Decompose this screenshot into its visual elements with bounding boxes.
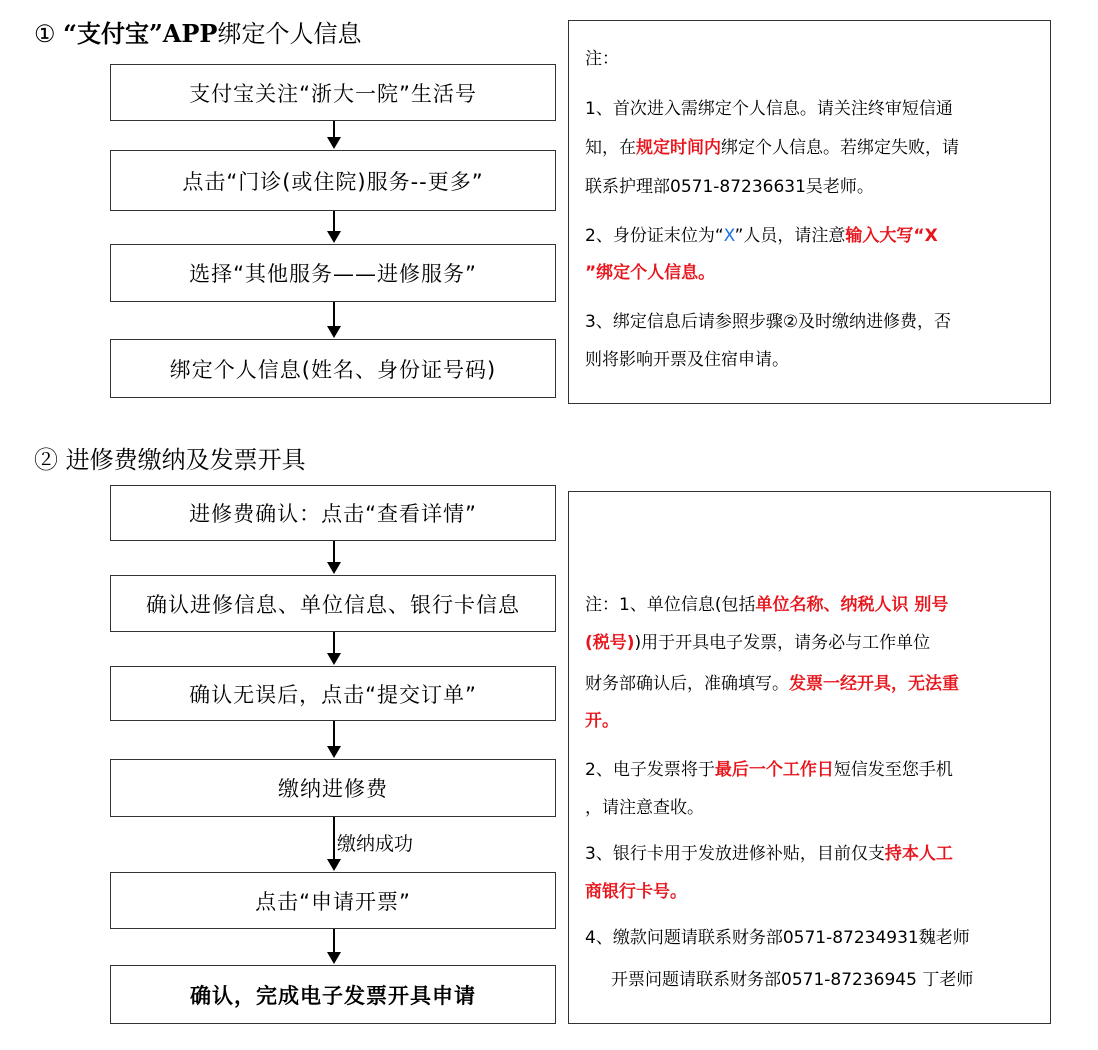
s1-arrow-3 — [333, 302, 335, 336]
s2-arrow-label: 缴纳成功 — [337, 833, 414, 855]
section2-number: ② — [34, 446, 58, 474]
s2-note-l1b: 单位名称、纳税人识 别号 — [755, 595, 949, 615]
s2-step-1: 进修费确认：点击“查看详情” — [110, 485, 556, 541]
section2-title — [34, 440, 306, 475]
s2-step-5: 点击“申请开票” — [110, 872, 556, 929]
s1-note-line-1: 1、首次进入需绑定个人信息。请关注终审短信通 — [585, 99, 953, 119]
s2-note-l7a: 3、银行卡用于发放进修补贴，目前仅支 — [585, 844, 885, 864]
s1-note-l4b: X — [723, 226, 735, 246]
s1-note-l4c: ”人员，请注意 — [734, 226, 846, 246]
s1-arrow-2 — [333, 211, 335, 241]
s2-note-l1a: 注：1、单位信息(包括 — [585, 595, 756, 615]
s2-note-line-4: 开。 — [585, 711, 619, 731]
s1-note-line-3: 联系护理部0571-87236631吴老师。 — [585, 177, 874, 197]
s1-note-l2a: 知，在 — [585, 138, 636, 158]
s2-note-l5b: 最后一个工作日 — [714, 760, 834, 780]
s1-step-3: 选择“其他服务——进修服务” — [110, 244, 556, 302]
s1-note-l4d: 输入大写“X — [845, 226, 938, 246]
s2-note-l2b: )用于开具电子发票，请务必与工作单位 — [634, 633, 931, 653]
s2-note-line-6: ，请注意查收。 — [585, 798, 704, 818]
s2-step-4: 缴纳进修费 — [110, 759, 556, 817]
s1-note-line-4 — [585, 228, 938, 245]
section1-title-app: APP — [162, 19, 218, 48]
s2-note-l3b: 发票一经开具，无法重 — [789, 674, 959, 694]
s2-note-line-3 — [585, 676, 959, 693]
s2-note-line-1 — [585, 597, 948, 614]
s1-note-line-7: 则将影响开票及住宿申请。 — [585, 350, 789, 370]
section1-title — [34, 14, 361, 49]
s2-note-l5c: 短信发至您手机 — [833, 760, 953, 780]
section1-title-rest: 绑定个人信息 — [217, 20, 362, 48]
s1-arrow-1 — [333, 121, 335, 147]
section2-title-text: 进修费缴纳及发票开具 — [65, 446, 306, 474]
s2-note-l2a: (税号) — [585, 633, 635, 653]
s1-step-1: 支付宝关注“浙大一院”生活号 — [110, 64, 556, 121]
s2-note-l7b: 持本人工 — [884, 844, 953, 864]
s2-arrow-2 — [333, 632, 335, 663]
s1-note-header: 注： — [585, 49, 619, 69]
s1-note-line-2 — [585, 140, 959, 157]
section1-number: ① — [34, 20, 56, 48]
s2-arrow-5 — [333, 929, 335, 962]
s2-step-2: 确认进修信息、单位信息、银行卡信息 — [110, 575, 556, 632]
s2-arrow-3 — [333, 721, 335, 756]
s1-note-l4a: 2、身份证末位为“ — [585, 226, 724, 246]
section1-title-quote: “支付宝” — [63, 19, 163, 48]
s2-note-line-10: 开票问题请联系财务部0571-87236945 丁老师 — [611, 970, 974, 990]
s1-step-4: 绑定个人信息(姓名、身份证号码) — [110, 339, 556, 398]
s1-step-2: 点击“门诊(或住院)服务--更多” — [110, 150, 556, 211]
s1-note-box — [568, 20, 1051, 404]
s1-note-line-6: 3、绑定信息后请参照步骤②及时缴纳进修费，否 — [585, 312, 952, 332]
s2-note-l5a: 2、电子发票将于 — [585, 760, 715, 780]
s1-note-l2b: 规定时间内 — [636, 138, 721, 158]
s2-step-6: 确认，完成电子发票开具申请 — [110, 965, 556, 1024]
s2-note-line-2 — [585, 635, 930, 652]
s2-arrow-4 — [333, 817, 335, 869]
s2-note-line-5 — [585, 762, 953, 779]
s1-note-line-5: ”绑定个人信息。 — [585, 263, 716, 283]
s2-note-line-9: 4、缴款问题请联系财务部0571-87234931魏老师 — [585, 928, 970, 948]
s1-note-l2c: 绑定个人信息。若绑定失败，请 — [721, 138, 959, 158]
s2-note-line-8: 商银行卡号。 — [585, 882, 687, 902]
s2-step-3: 确认无误后，点击“提交订单” — [110, 666, 556, 721]
s2-arrow-1 — [333, 541, 335, 572]
s2-note-l3a: 财务部确认后，准确填写。 — [585, 674, 789, 694]
s2-note-line-7 — [585, 846, 953, 863]
